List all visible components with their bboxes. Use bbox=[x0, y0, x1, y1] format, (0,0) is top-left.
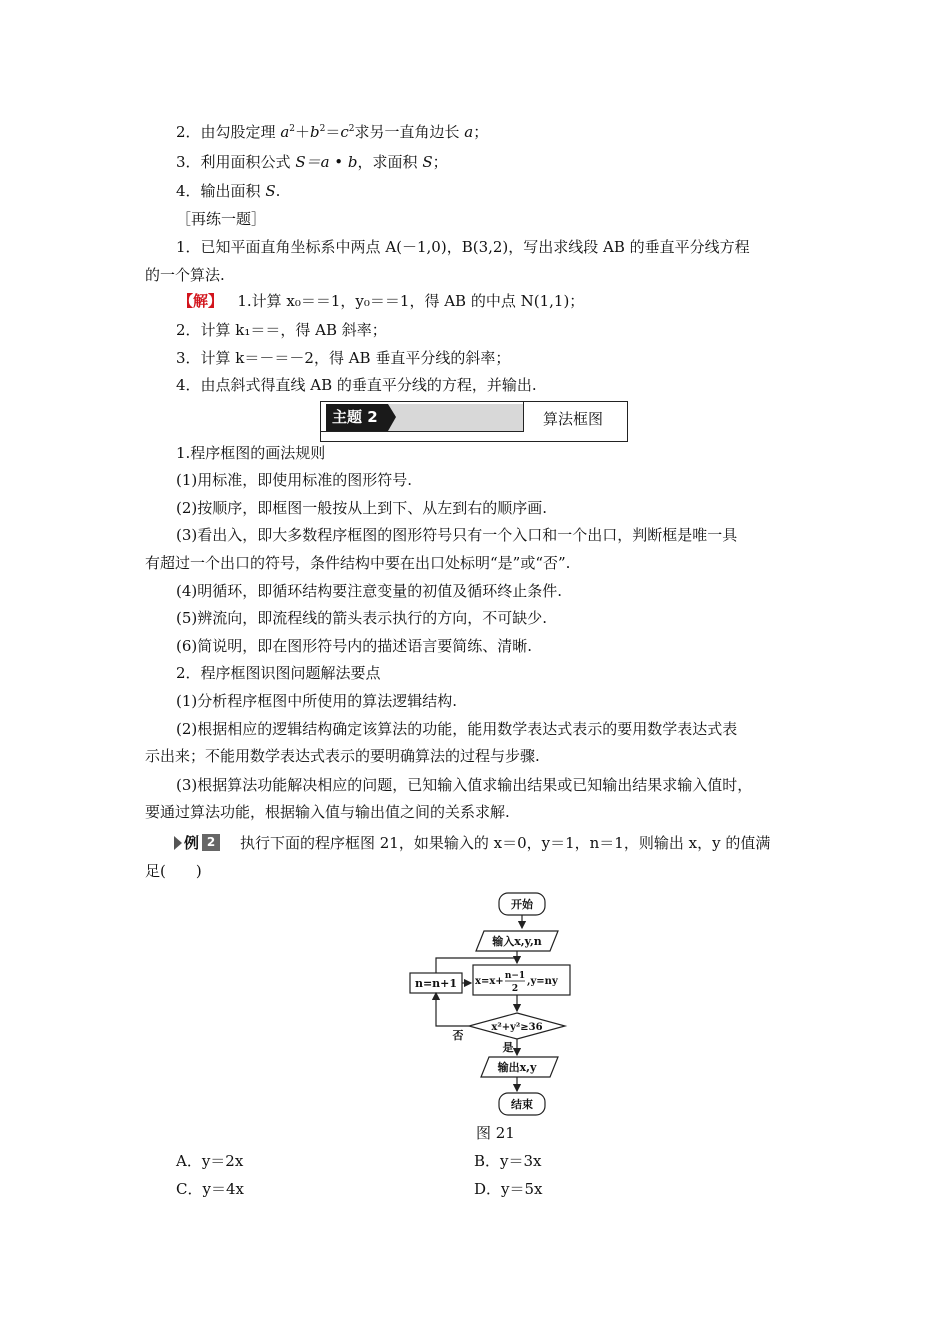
example-badge bbox=[174, 832, 228, 854]
step-3: 3．利用面积公式 S＝a • b，求面积 S； bbox=[176, 153, 448, 171]
step-2: 2．由勾股定理 $a^2+b^2=c^2$求另一直角边长 a； bbox=[176, 123, 489, 141]
rule-2: (2)按顺序，即框图一般按从上到下、从左到右的顺序画. bbox=[176, 499, 548, 517]
flow-frac-den: 2 bbox=[511, 984, 519, 994]
practice-question-line2: 的一个算法. bbox=[145, 266, 225, 284]
example-arrow-icon bbox=[174, 836, 182, 850]
solution-line2: 2．计算 k₁＝＝，得 AB 斜率； bbox=[176, 321, 387, 339]
option-c: C．y＝4x bbox=[176, 1180, 244, 1198]
flow-output-text: 输出x,y bbox=[497, 1061, 537, 1074]
option-a: A．y＝2x bbox=[176, 1152, 244, 1170]
step-4: 4．输出面积 S. bbox=[176, 182, 281, 200]
rules-heading-1: 1.程序框图的画法规则 bbox=[176, 444, 326, 462]
solution-line3: 3．计算 k＝－＝－2，得 AB 垂直平分线的斜率； bbox=[176, 349, 511, 367]
topic-header bbox=[320, 401, 628, 442]
flow-input-text: 输入x,y,n bbox=[492, 935, 542, 948]
example-number: 2 bbox=[202, 834, 220, 851]
example-text-line2: 足( ) bbox=[145, 862, 202, 880]
flow-no-label: 否 bbox=[452, 1029, 464, 1042]
flow-update-text: n=n+1 bbox=[414, 977, 458, 990]
rule-1: (1)用标准，即使用标准的图形符号. bbox=[176, 471, 413, 489]
point-2-line2: 示出来；不能用数学表达式表示的要明确算法的过程与步骤. bbox=[145, 747, 540, 765]
rules-heading-2: 2．程序框图识图问题解法要点 bbox=[176, 664, 381, 682]
topic-tag: 主题 2 bbox=[326, 404, 388, 431]
flowchart bbox=[400, 885, 580, 1120]
topic-bar bbox=[388, 404, 523, 431]
figure-caption: 图 21 bbox=[476, 1124, 515, 1142]
rule-6: (6)简说明，即在图形符号内的描述语言要简练、清晰. bbox=[176, 637, 533, 655]
rule-3-line1: (3)看出入，即大多数程序框图的图形符号只有一个入口和一个出口，判断框是唯一具 bbox=[176, 526, 738, 544]
example-text-line1: 执行下面的程序框图 21，如果输入的 x＝0，y＝1，n＝1，则输出 x，y 的值满 bbox=[240, 834, 771, 852]
topic-title: 算法框图 bbox=[543, 410, 604, 428]
flow-assign-text-b: ,y=ny bbox=[527, 976, 558, 987]
solution-tag: 【解】 bbox=[178, 292, 224, 310]
rule-3-line2: 有超过一个出口的符号，条件结构中要在出口处标明“是”或“否”. bbox=[145, 554, 571, 572]
flow-yes-label: 是 bbox=[502, 1041, 514, 1054]
solution-line1: 【解】 1.计算 x₀＝＝1，y₀＝＝1，得 AB 的中点 N(1,1)； bbox=[178, 292, 585, 310]
solution-line4: 4．由点斜式得直线 AB 的垂直平分线的方程，并输出. bbox=[176, 376, 537, 394]
topic-divider bbox=[523, 402, 524, 432]
example-label: 例 bbox=[184, 834, 200, 852]
flow-assign-text-a: x=x+ bbox=[475, 976, 504, 987]
flow-end-text: 结束 bbox=[511, 1098, 533, 1111]
topic-arrow-icon bbox=[388, 404, 396, 431]
point-1: (1)分析程序框图中所使用的算法逻辑结构. bbox=[176, 692, 458, 710]
flow-condition-text: x²+y²≥36 bbox=[491, 1022, 543, 1033]
topic-underline bbox=[321, 431, 523, 432]
rule-4: (4)明循环，即循环结构要注意变量的初值及循环终止条件. bbox=[176, 582, 563, 600]
option-d: D．y＝5x bbox=[474, 1180, 543, 1198]
practice-heading: ［再练一题］ bbox=[176, 210, 267, 228]
point-3-line1: (3)根据算法功能解决相应的问题，已知输入值求输出结果或已知输出结果求输入值时， bbox=[176, 776, 753, 794]
practice-question-line1: 1．已知平面直角坐标系中两点 A(－1,0)，B(3,2)，写出求线段 AB 的垂直平分线方程 bbox=[176, 238, 750, 256]
option-b: B．y＝3x bbox=[474, 1152, 542, 1170]
flow-frac-num: n−1 bbox=[504, 971, 526, 981]
point-3-line2: 要通过算法功能，根据输入值与输出值之间的关系求解. bbox=[145, 803, 510, 821]
point-2-line1: (2)根据相应的逻辑结构确定该算法的功能，能用数学表达式表示的要用数学表达式表 bbox=[176, 720, 738, 738]
flow-start-text: 开始 bbox=[511, 898, 533, 911]
rule-5: (5)辨流向，即流程线的箭头表示执行的方向，不可缺少. bbox=[176, 609, 548, 627]
